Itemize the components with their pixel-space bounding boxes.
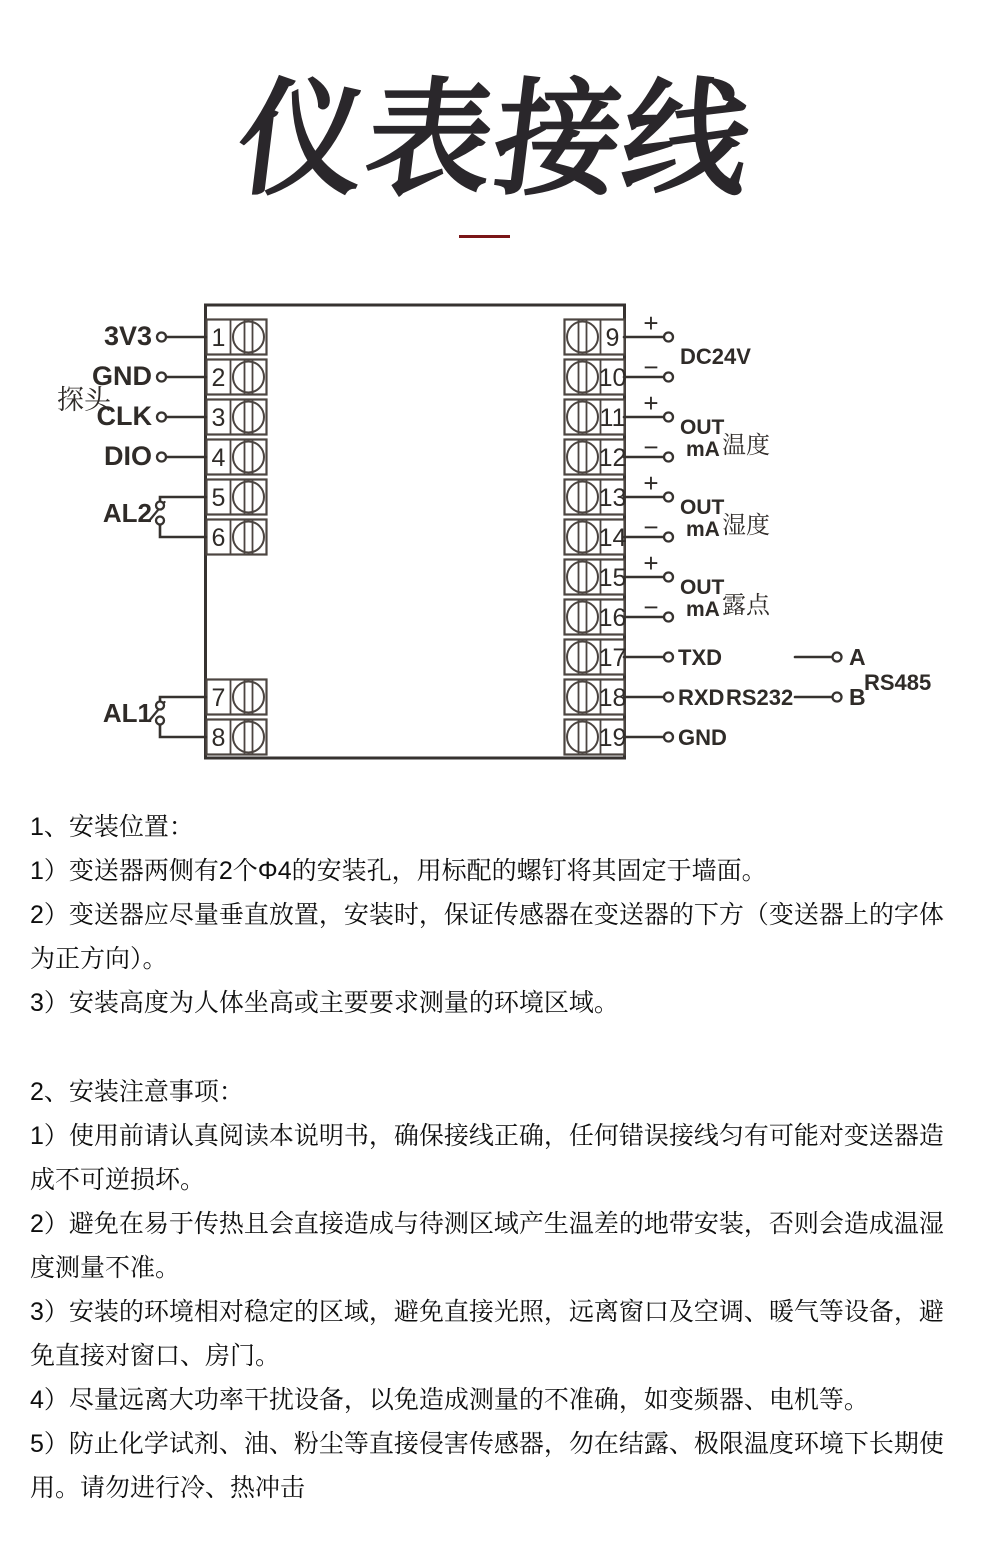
terminal-3 [207,400,267,435]
ma-label: mA [686,598,720,621]
note-line: 3）安装高度为人体坐高或主要要求测量的环境区域。 [30,989,619,1017]
note-line: 2）避免在易于传热且会直接造成与待测区域产生温差的地带安装，否则会造成温湿 [30,1210,944,1238]
temperature-label: 温度 [722,432,770,459]
terminal-number: 18 [598,684,627,712]
terminal-number: 9 [605,324,620,352]
alarm2-label: AL2 [102,498,152,528]
terminal-number: 11 [599,404,626,432]
terminal-6 [207,520,267,555]
pin-label-dio: DIO [103,441,152,471]
terminal-4 [207,440,267,475]
ma-label: mA [686,438,720,461]
plus-sign: + [643,388,659,418]
terminal-13 [565,480,627,515]
section-install-position [30,805,964,1025]
terminal-10 [565,360,627,395]
plus-sign: + [643,548,659,578]
note-line: 成不可逆损坏。 [30,1166,206,1194]
out-label: OUT [680,496,725,519]
terminal-8 [207,720,267,755]
terminal-number: 12 [598,444,627,472]
device-outline [206,305,625,758]
txd-label: TXD [678,645,722,670]
terminal-number: 6 [211,524,226,552]
serial-gnd-label: GND [678,725,727,750]
page-title: 仪表接线 [230,69,760,210]
terminal-18 [565,680,627,715]
power-label: DC24V [680,344,751,369]
note-line: 4）尽量远离大功率干扰设备，以免造成测量的不准确，如变频器、电机等。 [30,1386,869,1414]
terminal-number: 3 [211,404,226,432]
rs485-label: RS485 [864,670,932,695]
probe-label: 探头 [57,385,111,415]
note-line: 免直接对窗口、房门。 [30,1342,281,1370]
minus-sign: − [643,432,659,462]
rs485-b-label: B [849,684,866,710]
terminal-2 [207,360,267,395]
note-line: 1）变送器两侧有2个Φ4的安装孔，用标配的螺钉将其固定于墙面。 [30,857,767,885]
out-label: OUT [680,416,725,439]
note-line: 用。请勿进行冷、热冲击 [30,1474,306,1502]
terminal-number: 15 [598,564,627,592]
note-line: 度测量不准。 [30,1254,181,1282]
terminal-blocks [207,320,627,755]
terminal-number: 7 [211,684,226,712]
terminal-15 [565,560,627,595]
note-line: 3）安装的环境相对稳定的区域，避免直接光照，远离窗口及空调、暖气等设备，避 [30,1298,944,1326]
dewpoint-label: 露点 [722,592,770,619]
terminal-7 [207,680,267,715]
note-line: 5）防止化学试剂、油、粉尘等直接侵害传感器，勿在结露、极限温度环境下长期使 [30,1430,944,1458]
terminal-11 [565,400,626,435]
terminal-17 [565,640,627,675]
terminal-12 [565,440,627,475]
plus-sign: + [643,308,659,338]
pin-label-gnd: GND [92,361,152,391]
humidity-label: 湿度 [722,512,770,539]
note-line: 为正方向）。 [30,945,168,973]
section-heading: 2、安装注意事项： [30,1078,244,1106]
terminal-number: 4 [211,444,226,472]
terminal-9 [565,320,625,355]
note-line: 2）变送器应尽量垂直放置，安装时，保证传感器在变送器的下方（变送器上的字体 [30,901,944,929]
terminal-number: 13 [598,484,627,512]
terminal-1 [207,320,267,355]
terminal-number: 2 [211,364,226,392]
terminal-14 [565,520,627,555]
terminal-5 [207,480,267,515]
rxd-label: RXD [678,685,725,710]
alarm1-label: AL1 [102,698,152,728]
terminal-19 [565,720,627,755]
note-line: 1）使用前请认真阅读本说明书，确保接线正确，任何错误接线匀有可能对变送器造 [30,1122,944,1150]
minus-sign: − [643,592,659,622]
terminal-number: 14 [598,524,627,552]
rs485-a-label: A [849,644,866,670]
out-label: OUT [680,576,725,599]
pin-label-clk: CLK [96,401,152,431]
section-install-cautions [30,1070,964,1510]
minus-sign: − [643,352,659,382]
terminal-number: 16 [598,604,627,632]
plus-sign: + [643,468,659,498]
terminal-number: 1 [211,324,226,352]
terminal-number: 10 [598,364,627,392]
rs232-label: RS232 [726,685,794,710]
minus-sign: − [643,512,659,542]
terminal-number: 19 [598,724,627,752]
ma-label: mA [686,518,720,541]
terminal-number: 8 [211,724,226,752]
terminal-number: 5 [211,484,226,512]
installation-notes [30,805,964,1510]
terminal-16 [565,600,627,635]
terminal-number: 17 [598,644,627,672]
pin-label-3v3: 3V3 [103,321,152,351]
section-heading: 1、安装位置： [30,813,194,841]
